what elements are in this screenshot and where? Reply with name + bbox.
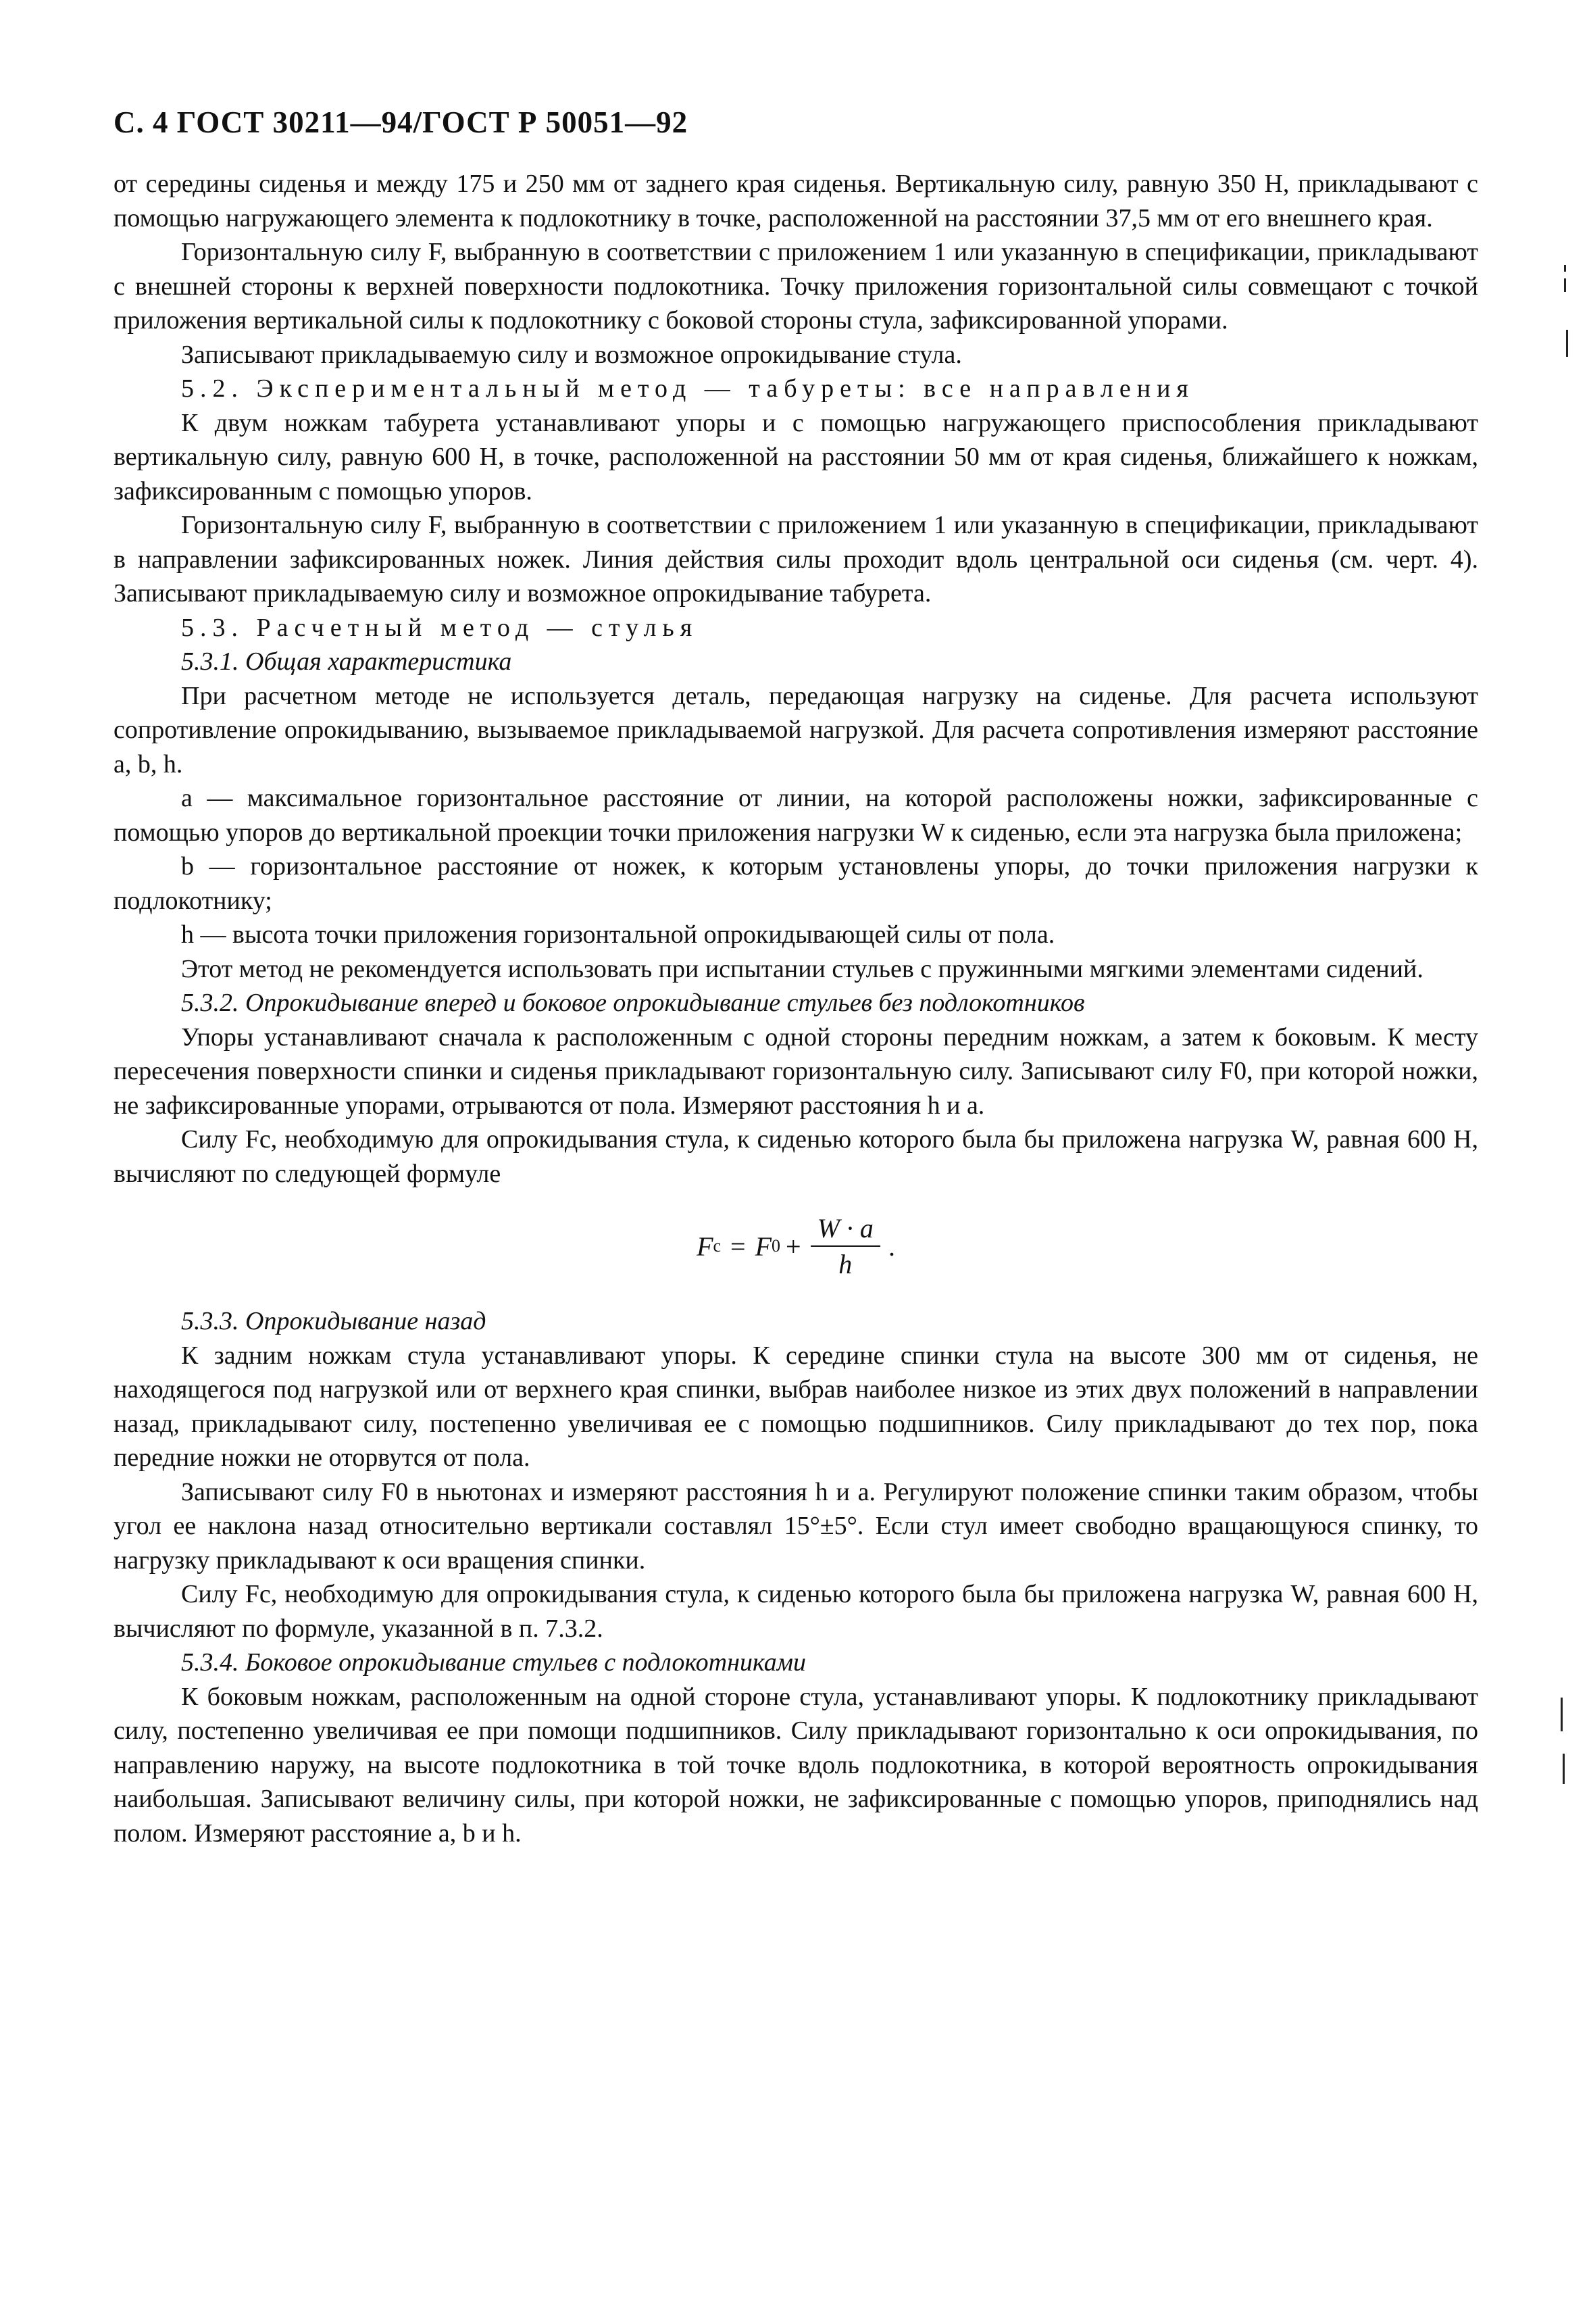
paragraph: Силу Fc, необходимую для опрокидывания стула, к сиденью которого была бы приложена нагрузка W, равная 600 Н, вычисляют по формуле, указанной в п. 7.3.2. xyxy=(114,1580,1478,1643)
subsection-heading-5-3-1: 5.3.1. Общая характеристика xyxy=(181,647,512,676)
formula-period: . xyxy=(888,1231,895,1262)
formula-fraction xyxy=(811,1212,880,1280)
margin-mark xyxy=(1561,1698,1563,1731)
subsection-heading-5-3-4: 5.3.4. Боковое опрокидывание стульев с подлокотниками xyxy=(181,1648,807,1677)
formula-plus: + xyxy=(786,1231,801,1262)
margin-mark xyxy=(1566,330,1568,357)
definition-a: a — максимальное горизонтальное расстояние от линии, на которой расположены ножки, зафиксированные с помощью упоров до вертикальной проекции точки приложения нагрузки W к сиденью, если эта нагрузка была приложена; xyxy=(114,784,1478,847)
paragraph: К задним ножкам стула устанавливают упоры. К середине спинки стула на высоте 300 мм от сиденья, не находящегося под нагрузкой или от верхнего края спинки, выбрав наиболее низкое из этих двух положений в направлении назад, прикладывают силу, постепенно увеличивая ее с помощью подшипников. Силу прикладывают до тех пор, пока передние ножки не оторвутся от пола. xyxy=(114,1341,1478,1472)
formula-equals: = xyxy=(730,1231,746,1262)
section-heading-5-3: 5.3. Расчетный метод — стулья xyxy=(181,613,699,642)
subsection-heading-5-3-2: 5.3.2. Опрокидывание вперед и боковое опрокидывание стульев без подлокотников xyxy=(181,989,1085,1017)
formula-f0: F xyxy=(755,1231,772,1262)
formula-numerator: W · a xyxy=(811,1212,880,1247)
paragraph: При расчетном методе не используется деталь, передающая нагрузку на сиденье. Для расчета используют сопротивление опрокидыванию, вызываемое прикладываемой нагрузкой. Для расчета сопротивления измеряют расстояние a, b, h. xyxy=(114,681,1478,778)
formula-lhs-sub: c xyxy=(713,1236,722,1256)
section-heading-5-2: 5.2. Экспериментальный метод — табуреты: все направления xyxy=(181,374,1194,403)
page-header: С. 4 ГОСТ 30211—94/ГОСТ Р 50051—92 xyxy=(114,105,688,139)
formula-fc xyxy=(114,1197,1478,1299)
margin-mark xyxy=(1564,278,1566,292)
formula-lhs: F xyxy=(697,1231,713,1262)
paragraph: Горизонтальную силу F, выбранную в соответствии с приложением 1 или указанную в спецификации, прикладывают с внешней стороны к верхней поверхности подлокотника. Точку приложения горизонтальной силы совмещают с точкой приложения вертикальной силы к подлокотнику с боковой стороны стула, зафиксированной упорами. xyxy=(114,238,1478,335)
paragraph: Записывают силу F0 в ньютонах и измеряют расстояния h и a. Регулируют положение спинки таким образом, чтобы угол ее наклона назад относительно вертикали составлял 15°±5°. Если стул имеет свободно вращающуюся спинку, то нагрузку прикладывают к оси вращения спинки. xyxy=(114,1477,1478,1575)
margin-mark xyxy=(1563,1754,1565,1784)
margin-mark xyxy=(1564,265,1566,272)
paragraph: от середины сиденья и между 175 и 250 мм от заднего края сиденья. Вертикальную силу, равную 350 Н, прикладывают с помощью нагружающего элемента к подлокотнику в точке, расположенной на расстоянии 37,5 мм от его внешнего края. xyxy=(114,170,1478,232)
paragraph: Записывают прикладываемую силу и возможное опрокидывание стула. xyxy=(181,340,962,369)
document-page xyxy=(114,105,1478,1850)
definition-h: h — высота точки приложения горизонтальной опрокидывающей силы от пола. xyxy=(181,920,1055,949)
paragraph: Упоры устанавливают сначала к расположенным с одной стороны передним ножкам, а затем к боковым. К месту пересечения поверхности спинки и сиденья прикладывают горизонтальную силу. Записывают силу F0, при которой ножки, не зафиксированные упорами, отрываются от пола. Измеряют расстояния h и a. xyxy=(114,1022,1478,1120)
formula-f0-sub: 0 xyxy=(772,1236,781,1256)
paragraph: Этот метод не рекомендуется использовать при испытании стульев с пружинными мягкими элементами сидений. xyxy=(181,954,1423,983)
paragraph: К боковым ножкам, расположенным на одной стороне стула, устанавливают упоры. К подлокотнику прикладывают силу, постепенно увеличивая ее при помощи подшипников. Силу прикладывают горизонтально к оси опрокидывания, по направлению наружу, на высоте подлокотника в той точке вдоль подлокотника, в которой вероятность опрокидывания наибольшая. Записывают величину силы, при которой ножки, не зафиксированные с помощью упоров, приподнялись над полом. Измеряют расстояние a, b и h. xyxy=(114,1682,1478,1848)
subsection-heading-5-3-3: 5.3.3. Опрокидывание назад xyxy=(181,1307,486,1335)
formula-denominator: h xyxy=(838,1249,853,1279)
definition-b: b — горизонтальное расстояние от ножек, к которым установлены упоры, до точки приложения нагрузки к подлокотнику; xyxy=(114,852,1478,915)
paragraph: Силу Fc, необходимую для опрокидывания стула, к сиденью которого была бы приложена нагрузка W, равная 600 Н, вычисляют по следующей формуле xyxy=(114,1125,1478,1188)
paragraph: Горизонтальную силу F, выбранную в соответствии с приложением 1 или указанную в спецификации, прикладывают в направлении зафиксированных ножек. Линия действия силы проходит вдоль центральной оси сиденья (см. черт. 4). Записывают прикладываемую силу и возможное опрокидывание табурета. xyxy=(114,511,1478,608)
paragraph: К двум ножкам табурета устанавливают упоры и с помощью нагружающего приспособления прикладывают вертикальную силу, равную 600 Н, в точке, расположенной на расстоянии 50 мм от края сиденья, ближайшего к ножкам, зафиксированным с помощью упоров. xyxy=(114,408,1478,505)
